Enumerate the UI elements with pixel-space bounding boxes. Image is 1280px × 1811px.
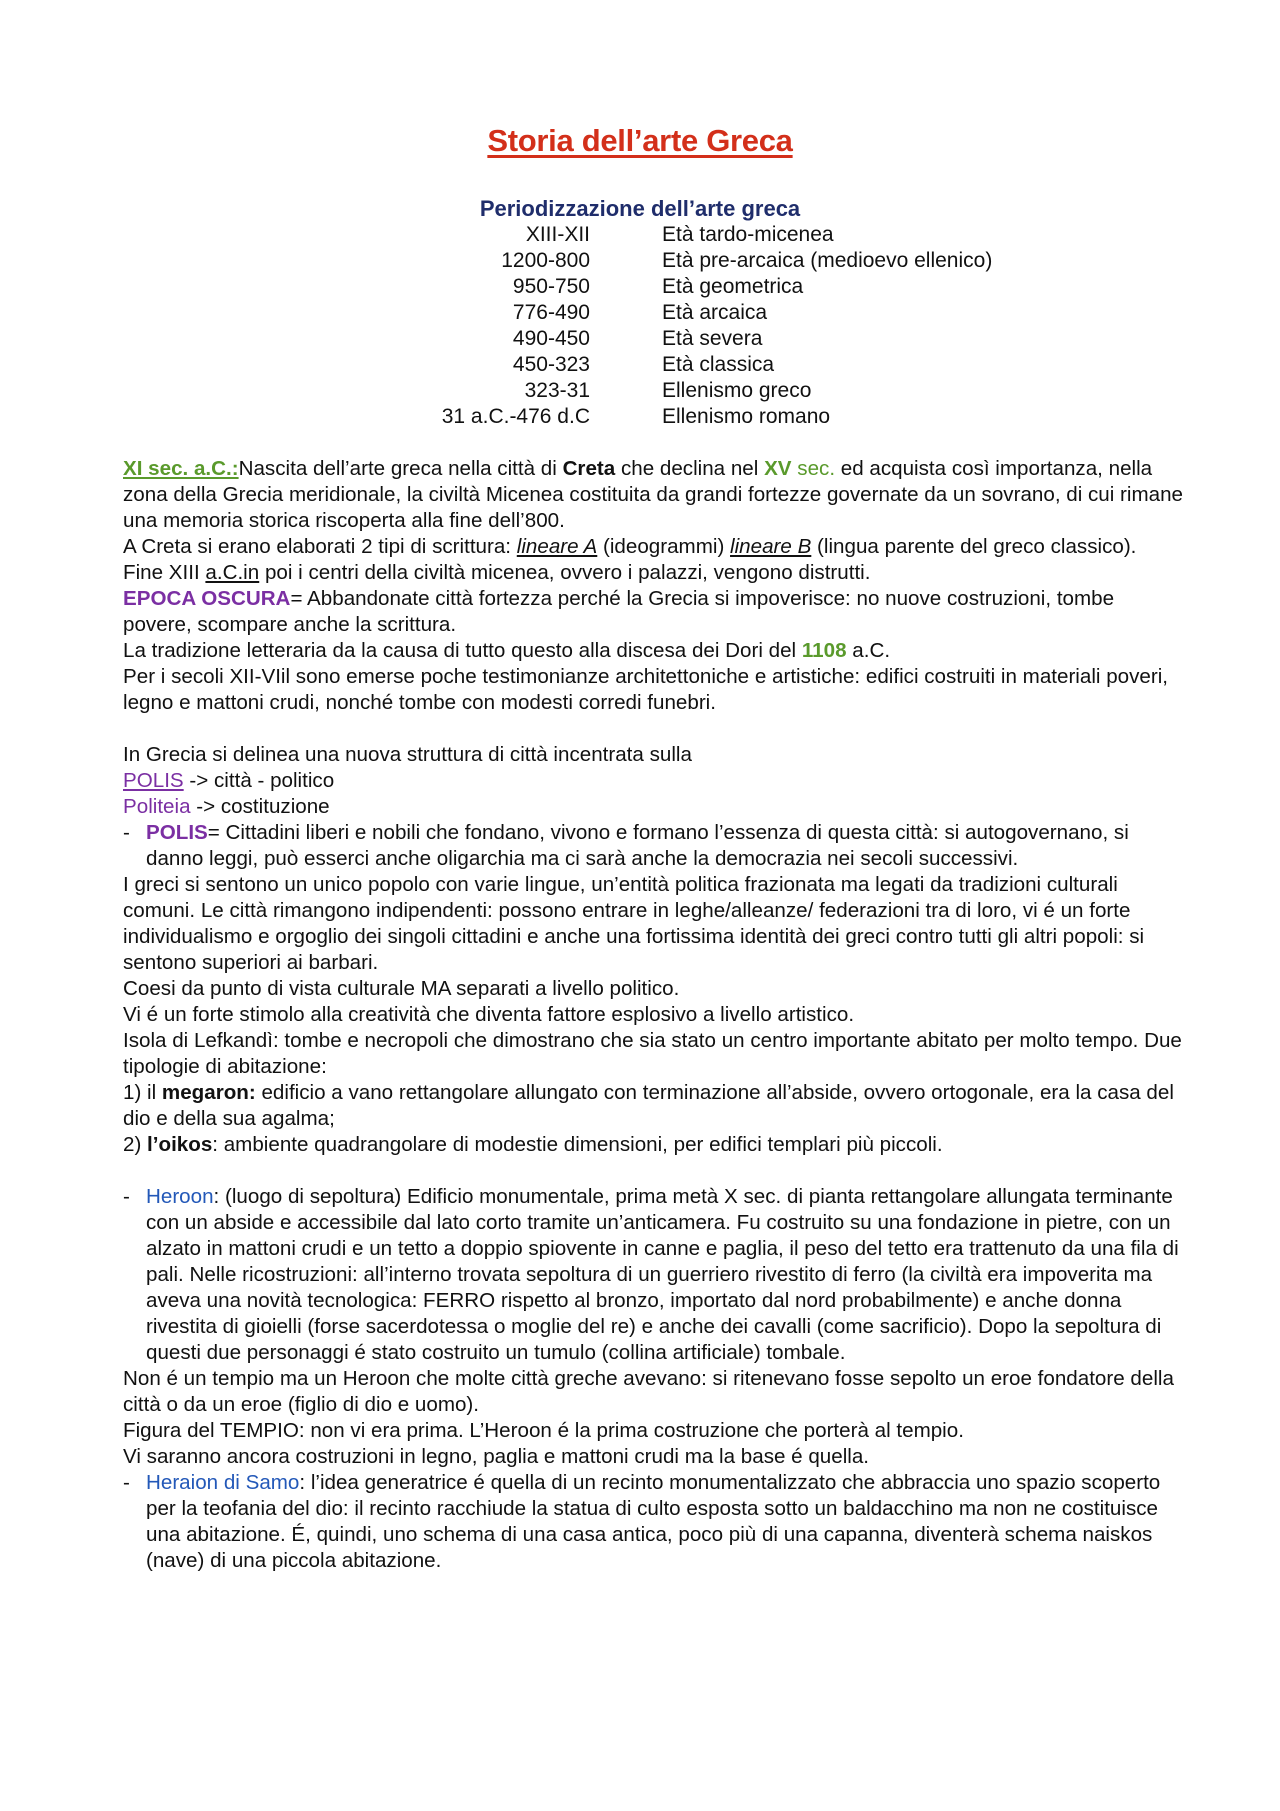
period-range: 490-450 [512, 327, 590, 350]
period-row [300, 274, 1060, 300]
text: A Creta si erano elaborati 2 tipi di scrittura: [123, 535, 517, 558]
paragraph-megaron [123, 1080, 1183, 1132]
bullet-heraion [123, 1470, 1183, 1574]
term-epoca-oscura: EPOCA OSCURA [123, 587, 291, 610]
text: ed acquista così importanza, nella zona della Grecia meridionale, la civiltà Micenea costituita da grandi fortezze governate da un sovrano, di cui rimane una memoria storica riscoperta alla fine dell’800. [123, 457, 1184, 532]
bullet-polis [123, 820, 1183, 872]
year-highlight: 1108 [801, 639, 847, 662]
term-oikos: l’oikos [147, 1133, 213, 1156]
period-label: Età severa [662, 327, 763, 350]
inline-link[interactable]: a.C.in [205, 561, 260, 584]
paragraph-fine-xiii [123, 560, 1183, 586]
bullet-heroon [123, 1184, 1183, 1366]
period-range: 776-490 [512, 301, 590, 324]
text: : (luogo di sepoltura) Edificio monumentale, prima metà X sec. di pianta rettangolare allungata terminante con un abside e accessibile dal lato corto tramite un’anticamera. Fu costruito su una fondazione in pietre, con un alzato in mattoni crudi e un tetto a doppio spiovente in canne e paglia, il peso del tetto era trattenuto da una fila di pali. Nelle ricostruzioni: all’interno trovata sepoltura di un guerriero rivestito di ferro (la civiltà era impoverita ma aveva una novità tecnologica: FERRO rispetto al bronzo, importato dal nord probabilmente) e anche donna rivestita di gioielli (forse sacerdotessa o moglie del re) e anche dei cavalli (come sacrificio). Dopo la sepoltura di questi due personaggi é stato costruito un tumulo (collina artificiale) tombale. [146, 1185, 1179, 1364]
term-heroon: Heroon [146, 1185, 214, 1208]
text: 2) [123, 1133, 148, 1156]
period-row [300, 222, 1060, 248]
date-link[interactable]: XI sec. a.C.: [123, 457, 239, 480]
term-heraion: Heraion di Samo [146, 1471, 300, 1494]
period-row [300, 248, 1060, 274]
spacer [123, 716, 1183, 742]
text: Fine XIII [123, 561, 206, 584]
text: Nascita dell’arte greca nella città di [238, 457, 563, 480]
text: = Cittadini liberi e nobili che fondano, vivono e formano l’essenza di questa città: si autogovernano, si danno leggi, può esserci anche oligarchia ma ci sarà anche la democrazia nei secoli successivi. [146, 821, 1129, 870]
term-creta: Creta [562, 457, 616, 480]
period-range: XIII-XII [525, 223, 590, 246]
period-label: Età arcaica [662, 301, 768, 324]
period-range: 1200-800 [501, 249, 590, 272]
text: : l’idea generatrice é quella di un recinto monumentalizzato che abbraccia uno spazio scoperto per la teofania del dio: il recinto racchiude la statua di culto esposta sotto un baldacchino ma non ne costituisce una abitazione. É, quindi, uno schema di una casa antica, poco più di una capanna, diventerà schema naiskos (nave) di una piccola abitazione. [146, 1471, 1161, 1572]
period-range: 950-750 [512, 275, 590, 298]
paragraph-non-tempio: Non é un tempio ma un Heroon che molte città greche avevano: si ritenevano fosse sepolto un eroe fondatore della città o da un eroe (figlio di dio e uomo). [123, 1367, 1174, 1416]
text: = Abbandonate città fortezza perché la Grecia si impoverisce: no nuove costruzioni, tombe povere, scompare anche la scrittura. [123, 587, 1115, 636]
period-label: Età tardo-micenea [662, 223, 834, 246]
paragraph-tempio: Figura del TEMPIO: non vi era prima. L’Heroon é la prima costruzione che porterà al tempio. [123, 1419, 964, 1442]
text: che declina nel [615, 457, 765, 480]
paragraph-coesi: Coesi da punto di vista culturale MA separati a livello politico. [123, 977, 680, 1000]
paragraph-oikos [123, 1132, 1183, 1158]
paragraph-creta [123, 456, 1183, 534]
document-title: Storia dell’arte Greca [487, 123, 793, 158]
text: : ambiente quadrangolare di modestie dimensioni, per edifici templari più piccoli. [212, 1133, 943, 1156]
text: -> città - politico [183, 769, 335, 792]
term-polis: POLIS [146, 821, 208, 844]
paragraph-polis-intro: In Grecia si delinea una nuova struttura di città incentrata sulla [123, 743, 692, 766]
periodization-title: Periodizzazione dell’arte greca [479, 196, 801, 221]
text: poi i centri della civiltà micenea, ovvero i palazzi, vengono distrutti. [259, 561, 871, 584]
term-lineare-a: lineare A [516, 535, 598, 558]
period-row [300, 326, 1060, 352]
text: La tradizione letteraria da la causa di tutto questo alla discesa dei Dori del [123, 639, 802, 662]
document-body [123, 456, 1183, 1574]
paragraph-secoli: Per i secoli XII-VIil sono emerse poche testimonianze architettoniche e artistiche: edifici costruiti in materiali poveri, legno e mattoni crudi, nonché tombe con modesti corredi funebri. [123, 665, 1169, 714]
period-label: Ellenismo romano [662, 405, 831, 428]
politeia-line [123, 794, 1183, 820]
term-lineare-b: lineare B [730, 535, 812, 558]
paragraph-lefkandi: Isola di Lefkandì: tombe e necropoli che dimostrano che sia stato un centro importante abitato per molto tempo. Due tipologie di abitazione: [123, 1029, 1182, 1078]
term-megaron: megaron: [161, 1081, 256, 1104]
bullet-dash: - [123, 1185, 130, 1208]
period-row [300, 300, 1060, 326]
period-row [300, 404, 1060, 430]
paragraph-creativita: Vi é un forte stimolo alla creatività che diventa fattore esplosivo a livello artistico. [123, 1003, 855, 1026]
paragraph-epoca-oscura [123, 586, 1183, 638]
periodization-table [300, 222, 1060, 430]
period-row [300, 352, 1060, 378]
century-suffix: sec. [791, 457, 836, 480]
period-range: 450-323 [512, 353, 590, 376]
text: a.C. [846, 639, 891, 662]
bullet-dash: - [123, 821, 130, 844]
text: edificio a vano rettangolare allungato con terminazione all’abside, ovvero ortogonale, era la casa del dio e della sua agalma; [123, 1081, 1174, 1130]
period-label: Età geometrica [662, 275, 804, 298]
period-label: Età classica [662, 353, 775, 376]
text: -> costituzione [190, 795, 330, 818]
term-politeia: Politeia [123, 795, 191, 818]
period-label: Ellenismo greco [662, 379, 812, 402]
text: (lingua parente del greco classico). [811, 535, 1137, 558]
text: (ideogrammi) [597, 535, 731, 558]
spacer [123, 1158, 1183, 1184]
century-highlight: XV [764, 457, 792, 480]
bullet-dash: - [123, 1471, 130, 1494]
period-range: 31 a.C.-476 d.C [441, 405, 590, 428]
term-polis-link[interactable]: POLIS [123, 769, 184, 792]
paragraph-scrittura [123, 534, 1183, 560]
period-range: 323-31 [524, 379, 590, 402]
paragraph-dori [123, 638, 1183, 664]
text: 1) il [123, 1081, 162, 1104]
paragraph-greci: I greci si sentono un unico popolo con varie lingue, un’entità politica frazionata ma legati da tradizioni culturali comuni. Le città rimangono indipendenti: possono entrare in leghe/alleanze/ federazioni tra di loro, vi é un forte individualismo e orgoglio dei singoli cittadini e anche una fortissima identità dei greci contro tutti gli altri popoli: si sentono superiori ai barbari. [123, 873, 1145, 974]
polis-line [123, 768, 1183, 794]
period-label: Età pre-arcaica (medioevo ellenico) [662, 249, 993, 272]
paragraph-costruzioni: Vi saranno ancora costruzioni in legno, paglia e mattoni crudi ma la base é quella. [123, 1445, 870, 1468]
period-row [300, 378, 1060, 404]
